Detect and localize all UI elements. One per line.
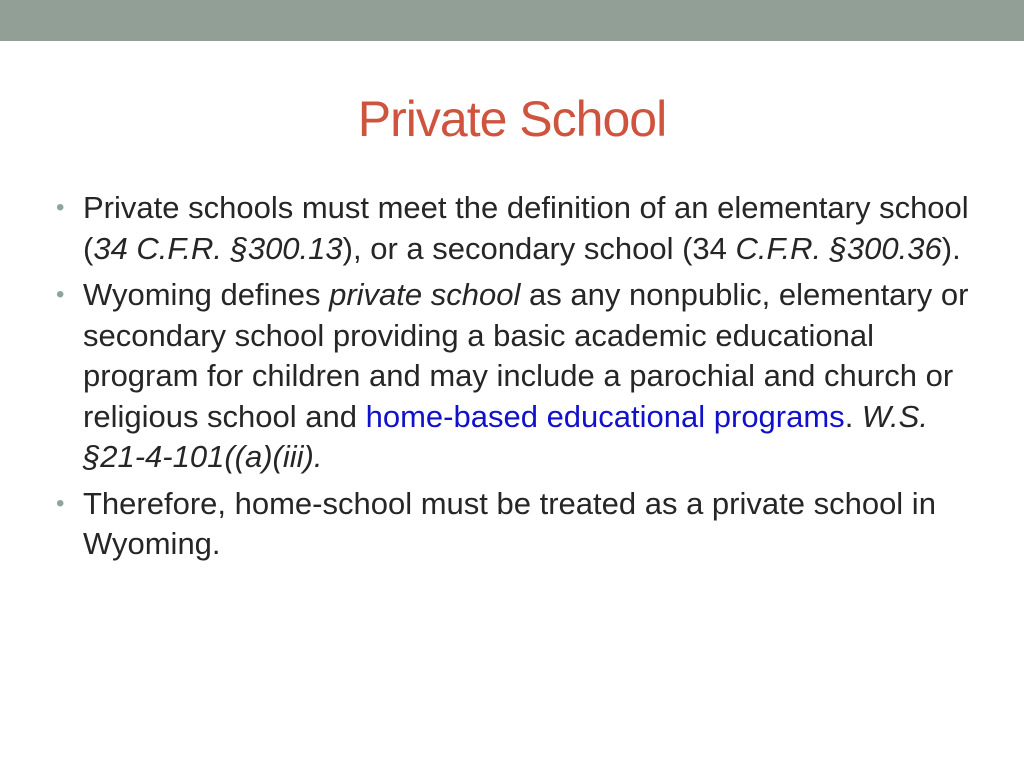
bullet-text: Wyoming defines [83,277,330,312]
bullet-text: ). [941,230,961,266]
bullet-list [56,188,996,571]
home-based-programs-link[interactable]: home-based educational programs [365,398,845,434]
bullet-icon: • [56,281,65,308]
bullet-text: . [844,398,862,434]
bullet-item-3 [56,484,996,565]
top-band [0,0,1024,41]
bullet-icon: • [56,489,65,517]
citation-text: 34 C.F.R. §300.13 [93,230,343,266]
bullet-text: as any nonpublic, elementary or secondary school providing a basic academic educational program for children and may include a parochial and church or religious school and [83,277,969,434]
emphasis-text: private school [329,277,521,312]
bullet-text: ), or a secondary school (34 [342,230,736,266]
bullet-text: Private schools must meet the definition of an elementary school ( [83,190,969,266]
bullet-icon: • [56,194,65,221]
bullet-item-2 [56,275,996,478]
citation-text: C.F.R. §300.36 [735,230,942,266]
slide-title: Private School [357,91,667,147]
bullet-text: Therefore, home-school must be treated as a private school in Wyoming. [83,485,936,561]
citation-text: W.S. §21-4-101((a)(iii). [83,398,928,474]
bullet-item-1 [56,188,996,269]
